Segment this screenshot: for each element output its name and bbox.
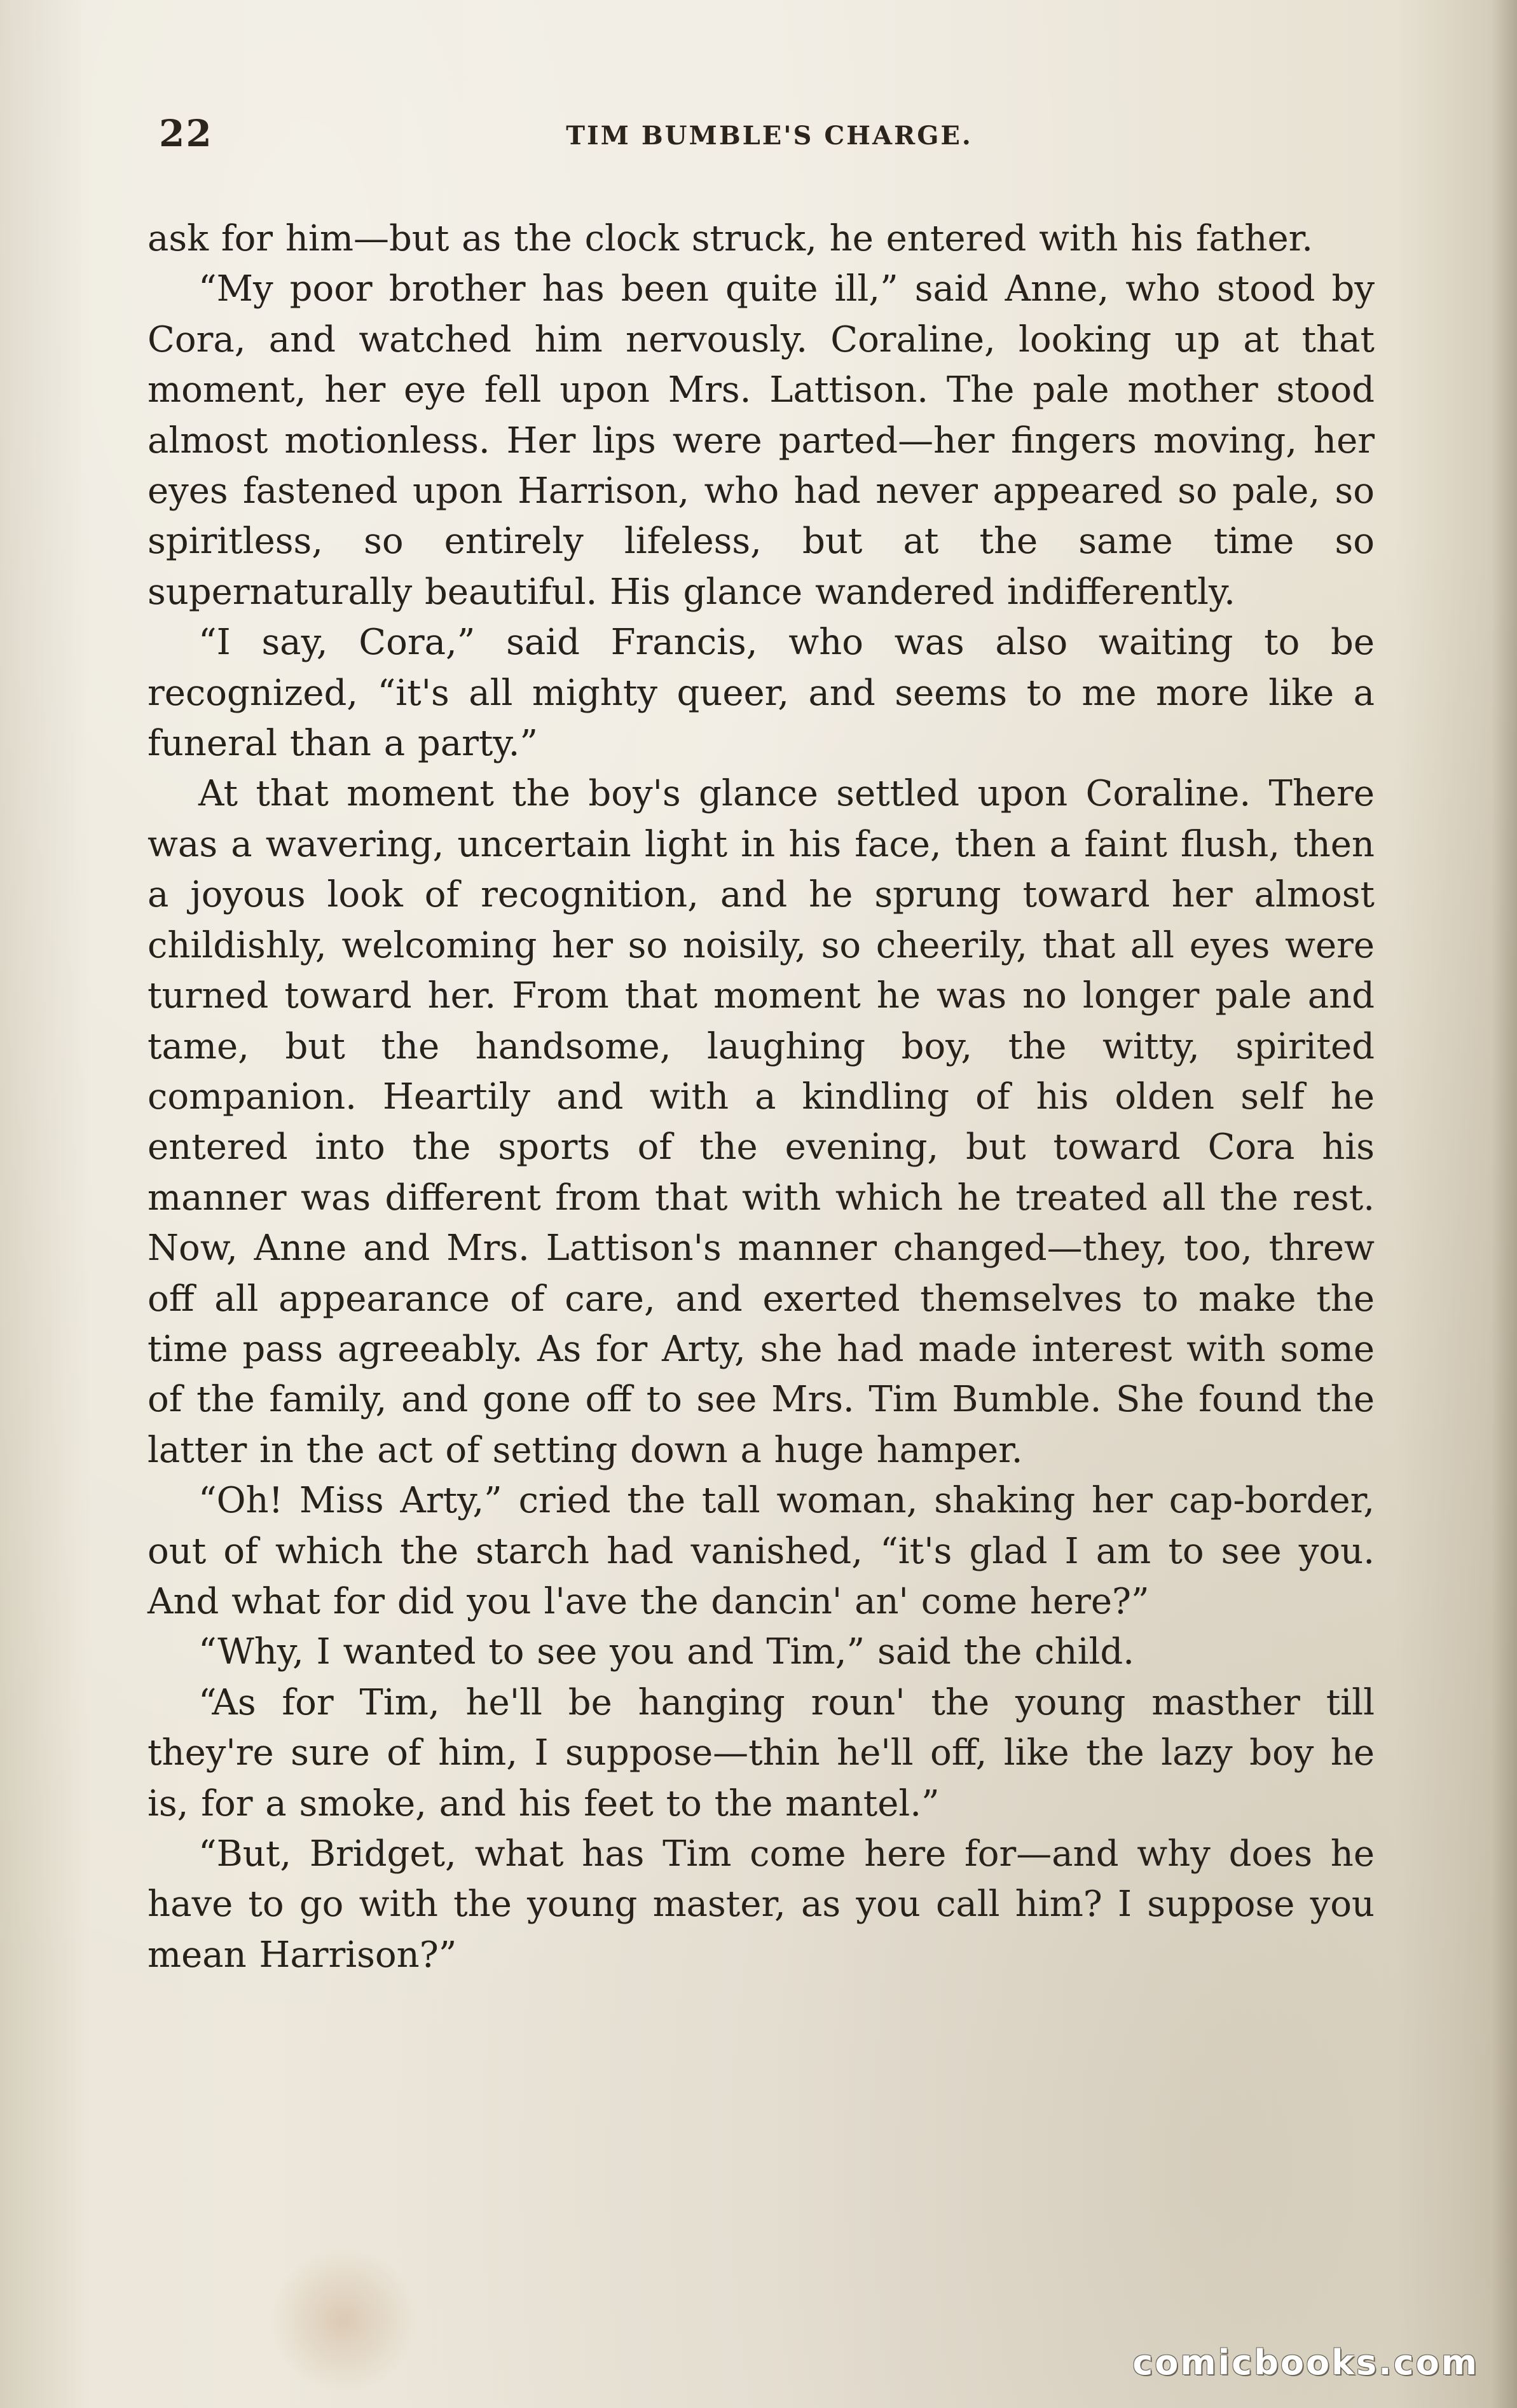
paragraph: “But, Bridget, what has Tim come here for—and why does he have to go with the young master, as you call him? I suppose you mean Harrison?” (148, 1833, 1375, 1976)
body-text (148, 214, 1375, 1980)
paragraph: “My poor brother has been quite ill,” said Anne, who stood by Cora, and watched him nervously. Coraline, looking up at that moment, her eye fell upon Mrs. Lattison. The pale mother stood almost motionless. Her lips were parted—her fingers moving, her eyes fastened upon Harrison, who had never appeared so pale, so spiritless, so entirely lifeless, but at the same time so supernaturally beautiful. His glance wandered indifferently. (148, 268, 1375, 613)
paragraph: “Oh! Miss Arty,” cried the tall woman, shaking her cap-border, out of which the starch had vanished, “it's glad I am to see you. And what for did you l'ave the dancin' an' come here?” (148, 1480, 1375, 1622)
paragraph: At that moment the boy's glance settled upon Coraline. There was a wavering, uncertain light in his face, then a faint flush, then a joyous look of recognition, and he sprung toward her almost childishly, welcoming her so noisily, so cheerily, that all eyes were turned toward her. From that moment he was no longer pale and tame, but the handsome, laughing boy, the witty, spirited companion. Heartily and with a kindling of his olden self he entered into the sports of the evening, but toward Cora his manner was different from that with which he treated all the rest. Now, Anne and Mrs. Lattison's manner changed—they, too, threw off all appearance of care, and exerted themselves to make the time pass agreeably. As for Arty, she had made interest with some of the family, and gone off to see Mrs. Tim Bumble. She found the latter in the act of setting down a huge hamper. (148, 773, 1375, 1471)
paragraph: ask for him—but as the clock struck, he entered with his father. (148, 218, 1314, 259)
page-number: 22 (159, 112, 213, 155)
paper-stain (267, 2250, 420, 2390)
page-edge-shadow (1492, 0, 1517, 2408)
paragraph: “I say, Cora,” said Francis, who was also waiting to be recognized, “it's all mighty queer, and seems to me more like a funeral than a party.” (148, 622, 1375, 765)
paragraph: “Why, I wanted to see you and Tim,” said the child. (198, 1631, 1135, 1673)
page-header (159, 112, 1380, 163)
watermark: comicbooks.com (1132, 2343, 1479, 2383)
paragraph: “As for Tim, he'll be hanging roun' the young masther till they're sure of him, I suppose—thin he'll off, like the lazy boy he is, for a smoke, and his feet to the mantel.” (148, 1681, 1375, 1824)
running-head: TIM BUMBLE'S CHARGE. (566, 121, 973, 151)
